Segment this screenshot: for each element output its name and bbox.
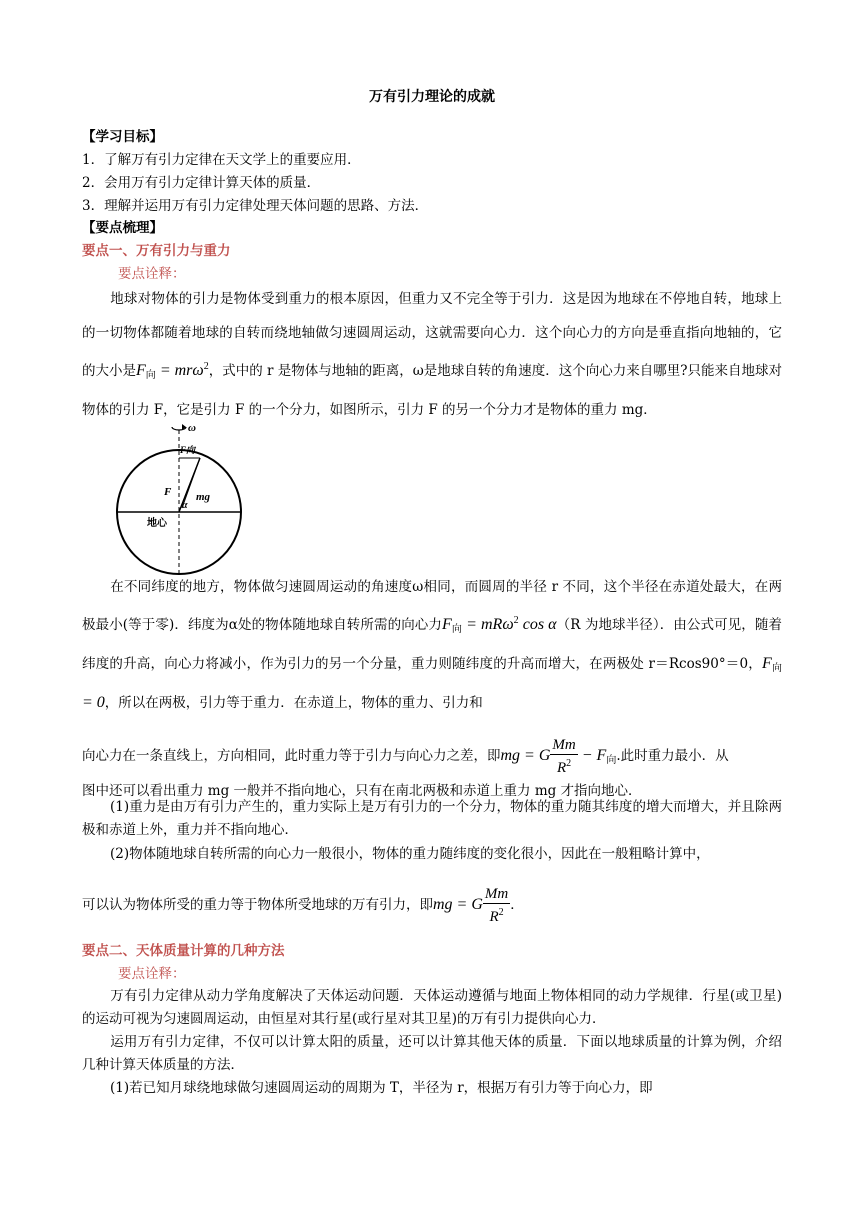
formula-centripetal: $F_向 = mr\omega^2$ bbox=[136, 361, 209, 381]
goal-item-1: 1．了解万有引力定律在天文学上的重要应用． bbox=[82, 152, 361, 168]
label-omega: ω bbox=[188, 422, 196, 434]
formula-gravity-diff: mg = G bbox=[500, 747, 551, 764]
point1-heading: 要点一、万有引力与重力 bbox=[82, 243, 231, 259]
p2-text-a: 在不同纬度的地方，物体做匀速圆周运动的角速度ω相同，而圆周的半径 r 不同，这个半径在赤道处最大，在两极最小(等于零)．纬度为α处的物体随地球自转所需的向心力 bbox=[82, 579, 782, 633]
point1-paragraph-1 bbox=[82, 282, 782, 427]
p2-text-c: ，所以在两极，引力等于重力．在赤道上，物体的重力、引力和 bbox=[104, 695, 483, 711]
goal-item-3: 3．理解并运用万有引力定律处理天体问题的思路、方法． bbox=[82, 198, 429, 214]
formula-latitude-centripetal: $F_向 = mR\omega^2$ cos α bbox=[442, 615, 557, 635]
label-mg: mg bbox=[196, 491, 211, 503]
p1-text-a: 地球对物体的引力是物体受到重力的根本原因，但重力又不完全等于引力．这是因为地球在不停地自转，地球上的一切物体都随着地球的自转而绕地轴做匀速圆周运动，这就需要向心力．这个向心力的方向是垂直指向地轴的，它的大小是 bbox=[82, 291, 782, 379]
point1-paragraph-3-line2: 图中还可以看出重力 mg 一般并不指向地心，只有在南北两极和赤道上重力 mg 才指向地心． bbox=[82, 783, 642, 799]
point2-heading: 要点二、天体质量计算的几种方法 bbox=[82, 943, 285, 959]
label-alpha: α bbox=[182, 500, 188, 511]
point1-note-1: (1)重力是由万有引力产生的，重力实际上是万有引力的一个分力，物体的重力随其纬度的增大而增大，并且除两极和赤道上外，重力并不指向地心． bbox=[82, 799, 782, 838]
label-f: F bbox=[164, 486, 172, 498]
formula-minus-fxiang: − $F_向$ bbox=[577, 747, 617, 766]
point2-paragraph-3: (1)若已知月球绕地球做匀速圆周运动的周期为 T，半径为 r，根据万有引力等于向心力，即 bbox=[110, 1080, 653, 1096]
point1-note-2-line2: 可以认为物体所受的重力等于物体所受地球的万有引力，即mg = G $\frac{Mm}{R^2}$ ． bbox=[82, 885, 524, 925]
page-title: 万有引力理论的成就 bbox=[369, 89, 495, 105]
goal-item-2: 2．会用万有引力定律计算天体的质量． bbox=[82, 175, 321, 191]
point1-note-2-line1: (2)物体随地球自转所需的向心力一般很小，物体的重力随纬度的变化很小，因此在一般粗略计算中， bbox=[110, 846, 710, 862]
point2-paragraph-2: 运用万有引力定律，不仅可以计算太阳的质量，还可以计算其他天体的质量．下面以地球质量的计算为例，介绍几种计算天体质量的方法． bbox=[82, 1034, 782, 1073]
formula-gravity-approx: mg = G bbox=[433, 896, 483, 913]
point1-paragraph-3-line1 bbox=[82, 734, 729, 783]
label-earth-center: 地心 bbox=[147, 518, 167, 529]
point1-paragraph-2 bbox=[82, 570, 782, 720]
summary-heading: 【要点梳理】 bbox=[82, 220, 163, 236]
earth-force-diagram bbox=[112, 420, 247, 575]
fraction-mm-r2: $\frac{Mm}{R^2}$ bbox=[552, 736, 576, 776]
fraction-mm-r2-approx: $\frac{Mm}{R^2}$ bbox=[484, 885, 509, 925]
point1-explain-label: 要点诠释： bbox=[118, 266, 186, 282]
p2-text-b: （R 为地球半径）．由公式可见，随着纬度的升高，向心力将减小，作为引力的另一个分量，重力则随纬度的升高而增大，在两极处 r＝Rcos90°＝0， bbox=[82, 617, 783, 672]
p3-text-a: 向心力在一条直线上，方向相同，此时重力等于引力与向心力之差，即 bbox=[82, 748, 501, 764]
point2-explain-label: 要点诠释： bbox=[118, 966, 186, 982]
point2-paragraph-1: 万有引力定律从动力学角度解决了天体运动问题．天体运动遵循与地面上物体相同的动力学规律．行星(或卫星)的运动可视为匀速圆周运动，由恒星对其行星(或行星对其卫星)的万有引力提供向心力． bbox=[82, 988, 782, 1027]
label-fxiang: F向 bbox=[180, 445, 196, 455]
p1-text-b: ，式中的 r 是物体与地轴的距离，ω是地球自转的角速度．这个向心力来自哪里?只能来自地球对物体的引力 F，它是引力 F 的一个分力，如图所示，引力 F 的另一个分力才是物体的重力 mg． bbox=[82, 363, 783, 418]
formula-fxiang-zero: $F_向 = 0$ bbox=[82, 655, 783, 711]
goals-heading: 【学习目标】 bbox=[82, 129, 163, 145]
p3-text-b: .此时重力最小．从 bbox=[616, 748, 729, 764]
